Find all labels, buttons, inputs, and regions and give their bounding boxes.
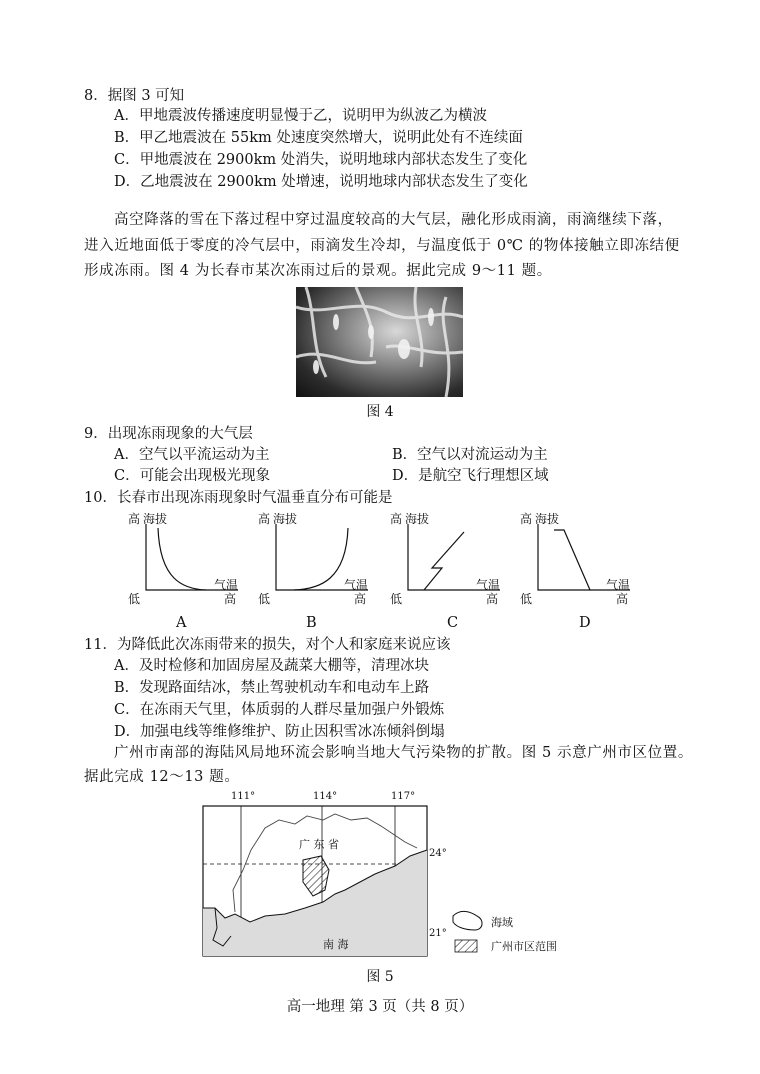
- passage1-line3: 形成冻雨。图 4 为长春市某次冻雨过后的景观。据此完成 9～11 题。: [84, 263, 552, 279]
- graph-c-plot: [390, 510, 510, 610]
- q11-option-d: D．加强电线等维修维护、防止因积雪冰冻倾斜倒塌: [114, 724, 445, 740]
- q11-option-b: B．发现路面结冰，禁止驾驶机动车和电动车上路: [114, 680, 430, 696]
- graph-d-y-low: 低: [520, 592, 533, 606]
- graph-c-x-high: 高: [486, 592, 499, 606]
- sea-label: 南 海: [323, 938, 349, 951]
- graph-d-plot: [520, 510, 640, 610]
- graph-b-plot: [258, 510, 378, 610]
- lat-label-21: 21°: [429, 928, 447, 939]
- legend-sea-label: 海域: [491, 916, 513, 929]
- graph-b-letter: B: [306, 615, 317, 631]
- q11-option-a: A．及时检修和加固房屋及蔬菜大棚等，清理冰块: [114, 658, 429, 674]
- graph-b: [258, 510, 378, 610]
- q11-option-c: C．在冻雨天气里，体质弱的人群尽量加强户外锻炼: [114, 702, 445, 718]
- lon-label-111: 111°: [231, 791, 256, 802]
- passage1-line2: 进入近地面低于零度的冷气层中，雨滴发生冷却，与温度低于 0℃ 的物体接触立即冻结便: [84, 238, 680, 254]
- graph-a-y-low: 低: [128, 592, 141, 606]
- q9-stem: 9．出现冻雨现象的大气层: [84, 426, 253, 442]
- graph-c: [390, 510, 510, 610]
- graph-c-y-high: 高: [390, 512, 403, 526]
- q10-stem: 10．长春市出现冻雨现象时气温垂直分布可能是: [84, 490, 393, 506]
- map-drawing: [195, 790, 575, 965]
- graph-a-letter: A: [176, 615, 187, 631]
- graph-a-x-label: 气温: [214, 578, 239, 592]
- guangzhou-location-map: [195, 790, 575, 965]
- graph-b-y-high: 高: [258, 512, 271, 526]
- q11-stem: 11．为降低此次冻雨带来的损失，对个人和家庭来说应该: [84, 637, 451, 653]
- frozen-rain-photo: [296, 287, 463, 397]
- graph-c-letter: C: [447, 615, 459, 631]
- legend-city-label: 广州市区范围: [491, 940, 557, 953]
- ice-branches-image: [296, 287, 463, 397]
- fig5-caption: 图 5: [366, 969, 394, 985]
- graph-c-y-low: 低: [390, 592, 403, 606]
- graph-d-y-high: 高: [520, 512, 533, 526]
- lon-label-117: 117°: [391, 791, 416, 802]
- q8-option-b: B．甲乙地震波在 55km 处速度突然增大，说明此处有不连续面: [114, 130, 523, 146]
- graph-d: [520, 510, 640, 610]
- graph-a-plot: [128, 510, 248, 610]
- lon-label-114: 114°: [313, 791, 338, 802]
- graph-c-y-label: 海拔: [405, 512, 430, 526]
- fig4-caption: 图 4: [366, 404, 394, 420]
- graph-b-x-label: 气温: [344, 578, 369, 592]
- passage1-line1: 高空降落的雪在下落过程中穿过温度较高的大气层，融化形成雨滴，雨滴继续下落，: [114, 212, 673, 228]
- graph-c-x-label: 气温: [476, 578, 501, 592]
- passage2-line2: 据此完成 12～13 题。: [84, 769, 240, 785]
- q9-option-c: C．可能会出现极光现象: [114, 468, 271, 484]
- graph-a-y-high: 高: [128, 512, 141, 526]
- q8-option-d: D．乙地震波在 2900km 处增速，说明地球内部状态发生了变化: [114, 174, 528, 190]
- graph-d-y-label: 海拔: [535, 512, 560, 526]
- graph-b-y-label: 海拔: [273, 512, 298, 526]
- q8-option-c: C．甲地震波在 2900km 处消失，说明地球内部状态发生了变化: [114, 152, 528, 168]
- q9-option-b: B．空气以对流运动为主: [392, 447, 548, 463]
- q9-option-a: A．空气以平流运动为主: [114, 447, 270, 463]
- graph-b-y-low: 低: [258, 592, 271, 606]
- graph-b-x-high: 高: [354, 592, 367, 606]
- graph-d-x-label: 气温: [606, 578, 631, 592]
- page-footer: 高一地理 第 3 页（共 8 页）: [286, 999, 474, 1015]
- q9-option-d: D．是航空飞行理想区域: [392, 468, 549, 484]
- graph-d-x-high: 高: [616, 592, 629, 606]
- graph-a: [128, 510, 248, 610]
- q8-stem: 8．据图 3 可知: [84, 88, 185, 104]
- graph-a-x-high: 高: [224, 592, 237, 606]
- graph-d-letter: D: [579, 615, 591, 631]
- graph-a-y-label: 海拔: [143, 512, 168, 526]
- passage2-line1: 广州市南部的海陆风局地环流会影响当地大气污染物的扩散。图 5 示意广州市区位置。: [114, 745, 693, 761]
- lat-label-24: 24°: [429, 848, 447, 859]
- q8-option-a: A．甲地震波传播速度明显慢于乙，说明甲为纵波乙为横波: [114, 108, 487, 124]
- province-label: 广 东 省: [299, 838, 339, 851]
